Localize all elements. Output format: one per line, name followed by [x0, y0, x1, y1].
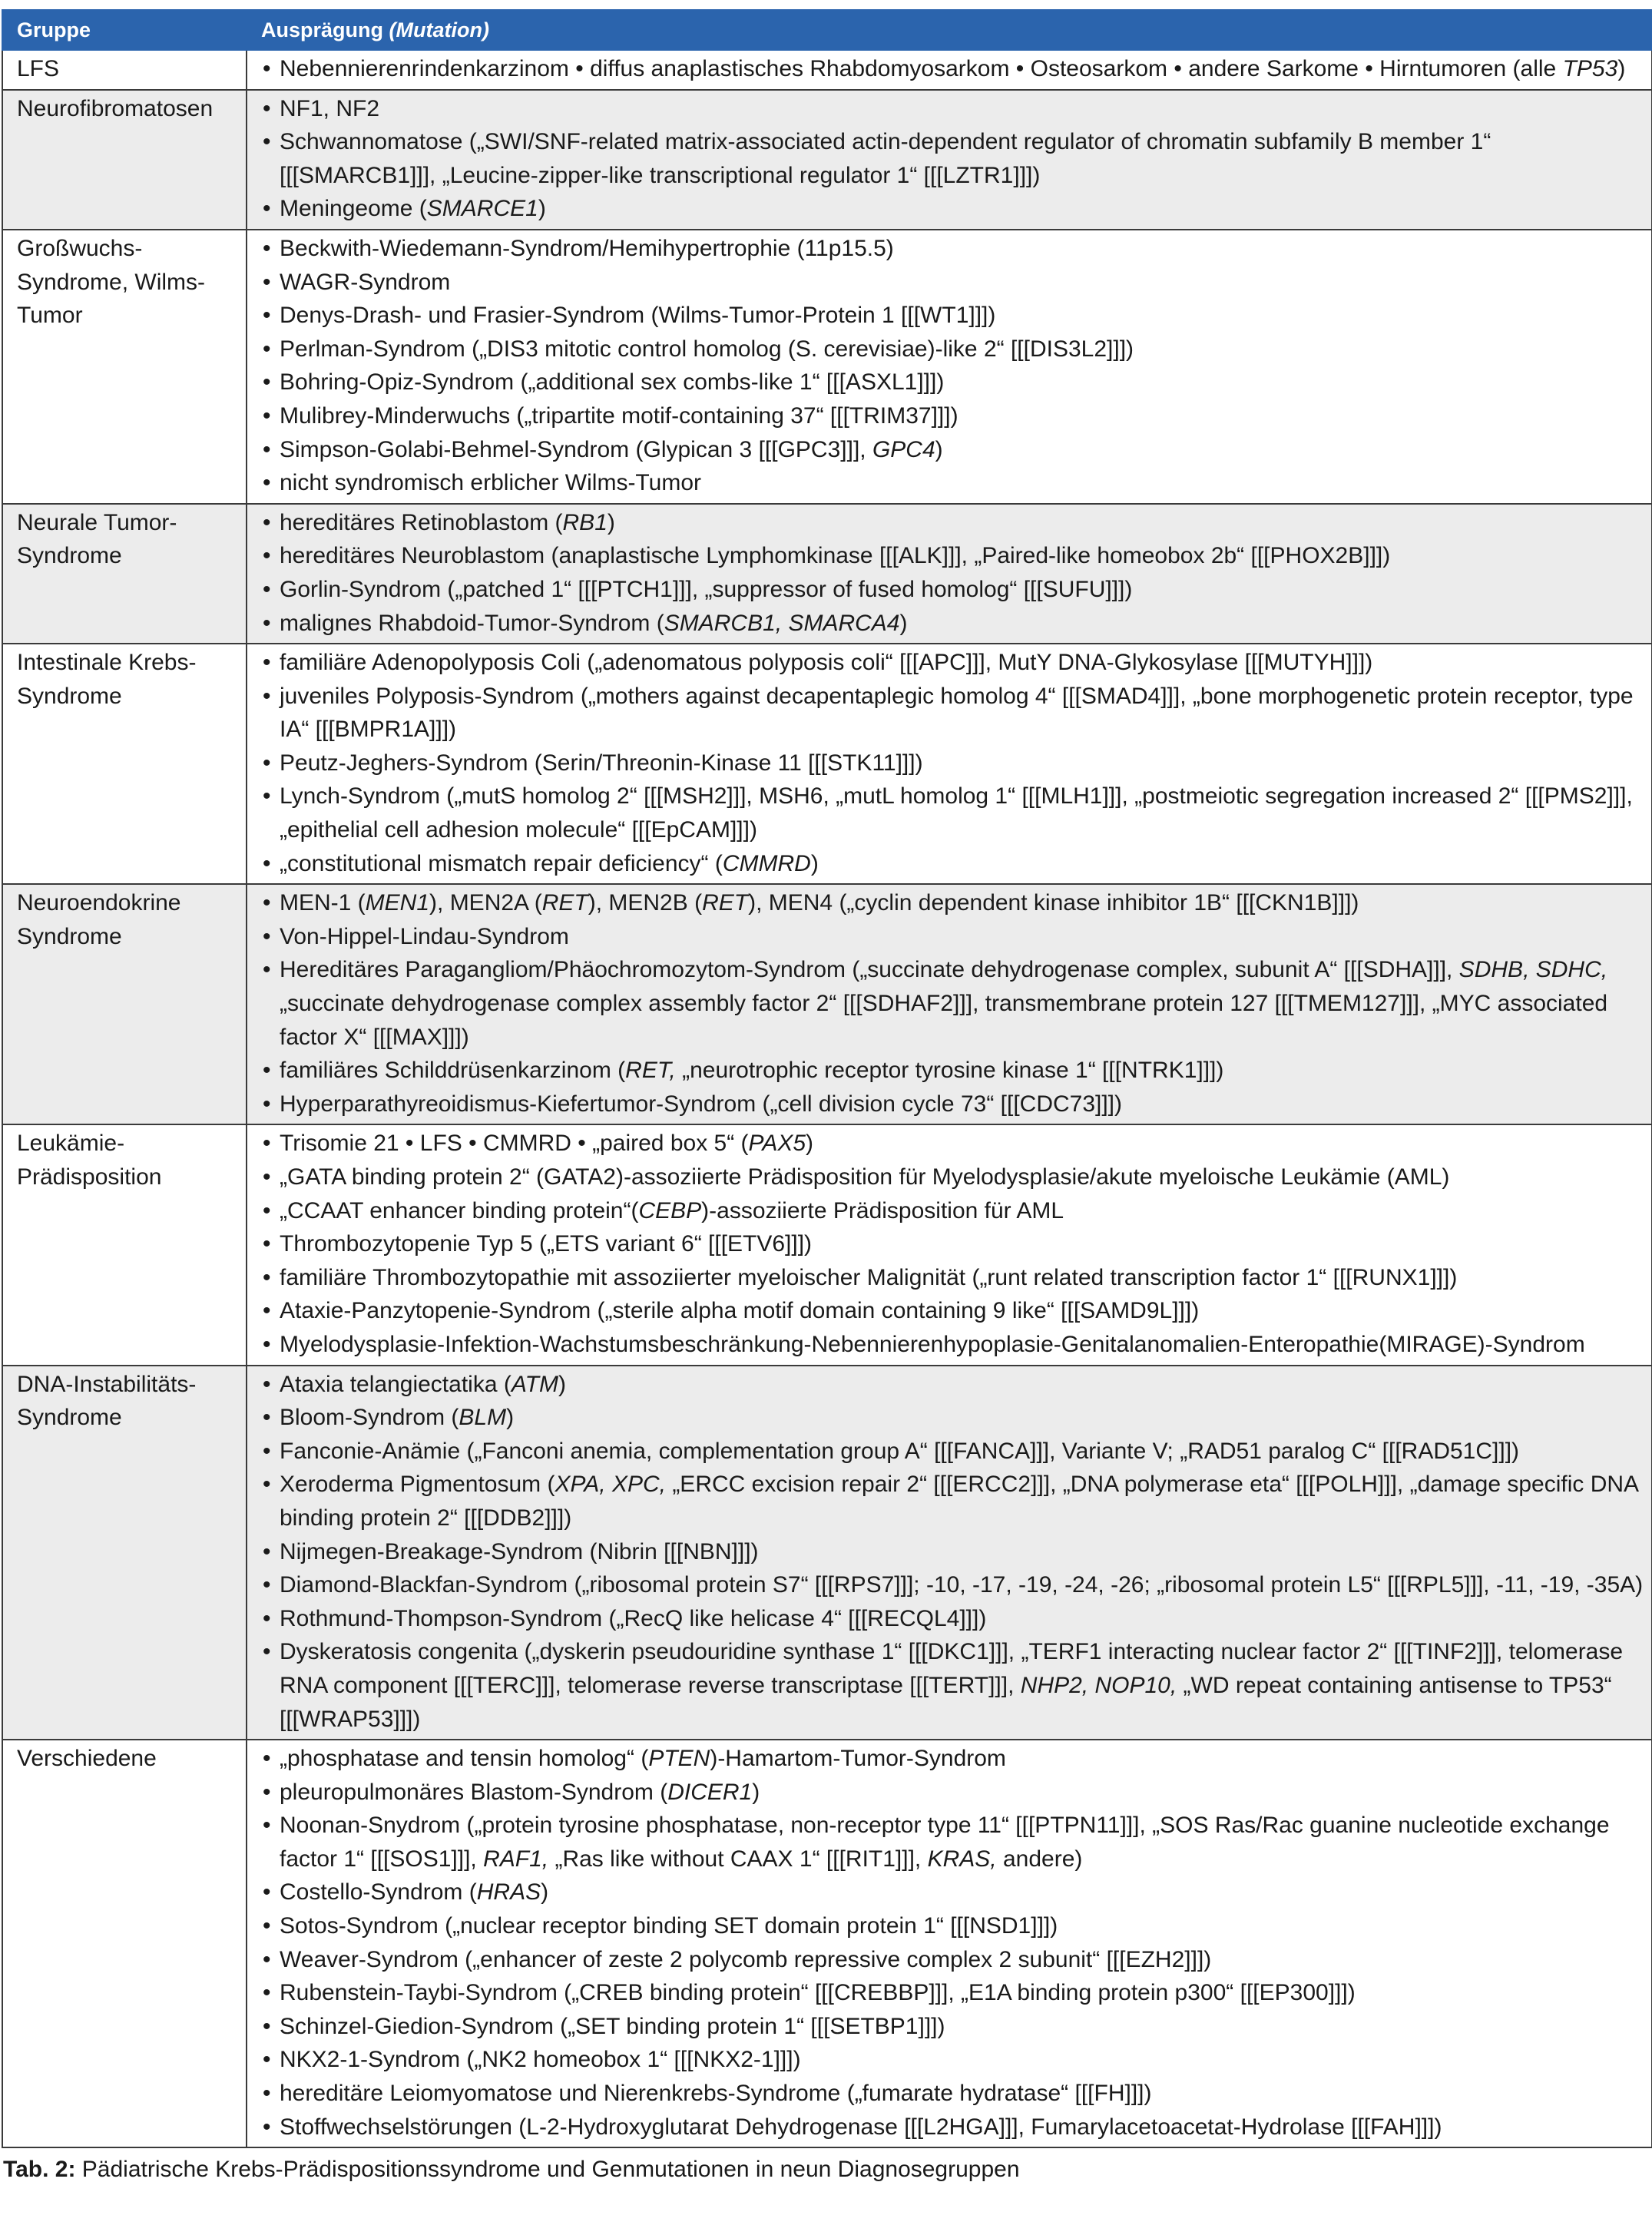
list-item: • Mulibrey-Minderwuchs („tripartite motif-containing 37“ [[[TRIM37]]]): [261, 399, 1644, 433]
list-item: • hereditäre Leiomyomatose und Nierenkrebs-Syndrome („fumarate hydratase“ [[[FH]]]): [261, 2077, 1644, 2111]
list-item: • WAGR-Syndrom: [261, 266, 1644, 300]
list-item: • familiäres Schilddrüsenkarzinom (RET, „neurotrophic receptor tyrosine kinase 1“ [[[NTRK1]]]): [261, 1054, 1644, 1088]
items-cell: [247, 1740, 1652, 2147]
list-item: • Von-Hippel-Lindau-Syndrom: [261, 920, 1644, 954]
list-item: • Weaver-Syndrom („enhancer of zeste 2 polycomb repressive complex 2 subunit“ [[[EZH2]]]): [261, 1943, 1644, 1977]
item-list: [261, 92, 1644, 226]
item-list: [261, 232, 1644, 500]
list-item: • Ataxie-Panzytopenie-Syndrom („sterile alpha motif domain containing 9 like“ [[[SAMD9L]]]): [261, 1294, 1644, 1328]
item-list: [261, 506, 1644, 640]
list-item: • „constitutional mismatch repair deficiency“ (CMMRD): [261, 847, 1644, 881]
gene-symbol: KRAS,: [927, 1846, 997, 1872]
item-list: [261, 1127, 1644, 1361]
gene-symbol: RB1: [562, 509, 607, 535]
items-cell: [247, 50, 1652, 90]
table-row: [2, 644, 1652, 884]
list-item: • „GATA binding protein 2“ (GATA2)-assoziierte Prädisposition für Myelodysplasie/akute myeloische Leukämie (AML): [261, 1161, 1644, 1194]
item-list: [261, 52, 1644, 86]
list-item: • nicht syndromisch erblicher Wilms-Tumor: [261, 466, 1644, 500]
group-cell: LFS: [2, 50, 247, 90]
list-item: • Bloom-Syndrom (BLM): [261, 1401, 1644, 1435]
list-item: • Beckwith-Wiedemann-Syndrom/Hemihypertrophie (11p15.5): [261, 232, 1644, 266]
gene-symbol: SMARCE1: [426, 196, 538, 222]
gene-symbol: RAF1,: [483, 1846, 549, 1872]
list-item: • hereditäres Retinoblastom (RB1): [261, 506, 1644, 540]
table-row: [2, 884, 1652, 1124]
gene-symbol: CMMRD: [722, 850, 811, 876]
list-item: • „phosphatase and tensin homolog“ (PTEN)-Hamartom-Tumor-Syndrom: [261, 1742, 1644, 1776]
header-gruppe: Gruppe: [2, 10, 247, 50]
list-item: • Denys-Drash- und Frasier-Syndrom (Wilms-Tumor-Protein 1 [[[WT1]]]): [261, 299, 1644, 333]
group-cell: Neurofibromatosen: [2, 90, 247, 230]
group-cell: Neurale Tumor-Syndrome: [2, 504, 247, 644]
item-list: [261, 1742, 1644, 2144]
items-cell: [247, 884, 1652, 1124]
gene-symbol: RET: [541, 890, 588, 916]
list-item: • Schwannomatose („SWI/SNF-related matrix-associated actin-dependent regulator of chromatin subfamily B member 1“ [[[SMARCB1]]], „Leucine-zipper-like transcriptional regulator 1“ [[[LZTR1]]]): [261, 125, 1644, 192]
list-item: • „CCAAT enhancer binding protein“(CEBP)-assoziierte Prädisposition für AML: [261, 1194, 1644, 1228]
gene-symbol: SMARCB1, SMARCA4: [664, 610, 900, 636]
items-cell: [247, 230, 1652, 504]
group-cell: Leukämie-Prädisposition: [2, 1124, 247, 1365]
list-item: • malignes Rhabdoid-Tumor-Syndrom (SMARCB1, SMARCA4): [261, 607, 1644, 641]
items-cell: [247, 504, 1652, 644]
items-cell: [247, 1124, 1652, 1365]
list-item: • NKX2-1-Syndrom („NK2 homeobox 1“ [[[NKX2-1]]]): [261, 2043, 1644, 2077]
table-row: [2, 50, 1652, 90]
gene-symbol: RET: [702, 890, 749, 916]
list-item: • Schinzel-Giedion-Syndrom („SET binding protein 1“ [[[SETBP1]]]): [261, 2010, 1644, 2044]
list-item: • MEN-1 (MEN1), MEN2A (RET), MEN2B (RET), MEN4 („cyclin dependent kinase inhibitor 1B“ [[[CKN1B]]]): [261, 886, 1644, 920]
gene-symbol: MEN1: [365, 890, 430, 916]
table-header-row: [2, 10, 1652, 50]
list-item: • Hyperparathyreoidismus-Kiefertumor-Syndrom („cell division cycle 73“ [[[CDC73]]]): [261, 1088, 1644, 1121]
caption-text: Pädiatrische Krebs-Prädispositionssyndrome und Genmutationen in neun Diagnosegruppen: [75, 2157, 1020, 2183]
list-item: • Simpson-Golabi-Behmel-Syndrom (Glypican 3 [[[GPC3]]], GPC4): [261, 433, 1644, 467]
table-row: [2, 1366, 1652, 1740]
gene-symbol: PAX5: [748, 1131, 806, 1157]
list-item: • pleuropulmonäres Blastom-Syndrom (DICER1): [261, 1776, 1644, 1810]
table-row: [2, 504, 1652, 644]
list-item: • Trisomie 21 • LFS • CMMRD • „paired box 5“ (PAX5): [261, 1127, 1644, 1161]
list-item: • Ataxia telangiectatika (ATM): [261, 1368, 1644, 1402]
list-item: • juveniles Polyposis-Syndrom („mothers against decapentaplegic homolog 4“ [[[SMAD4]]], „bone morphogenetic protein receptor, type IA“ [[[BMPR1A]]]): [261, 680, 1644, 747]
list-item: • Lynch-Syndrom („mutS homolog 2“ [[[MSH2]]], MSH6, „mutL homolog 1“ [[[MLH1]]], „postmeiotic segregation increased 2“ [[[PMS2]]], „epithelial cell adhesion molecule“ [[[EpCAM]]]): [261, 780, 1644, 846]
list-item: • Nebennierenrindenkarzinom • diffus anaplastisches Rhabdomyosarkom • Osteosarkom • andere Sarkome • Hirntumoren (alle TP53): [261, 52, 1644, 86]
list-item: • Gorlin-Syndrom („patched 1“ [[[PTCH1]]], „suppressor of fused homolog“ [[[SUFU]]]): [261, 573, 1644, 607]
item-list: [261, 886, 1644, 1121]
items-cell: [247, 644, 1652, 884]
items-cell: [247, 90, 1652, 230]
list-item: • Diamond-Blackfan-Syndrom („ribosomal protein S7“ [[[RPS7]]]; -10, -17, -19, -24, -26; „ribosomal protein L5“ [[[RPL5]]], -11, -19, -35A): [261, 1568, 1644, 1602]
header-auspraegung: [247, 10, 1652, 50]
syndrome-table: [2, 9, 1652, 2148]
gene-symbol: PTEN: [648, 1746, 710, 1772]
group-cell: Verschiedene: [2, 1740, 247, 2147]
gene-symbol: HRAS: [476, 1879, 541, 1906]
gene-symbol: ATM: [511, 1371, 558, 1397]
list-item: • Sotos-Syndrom („nuclear receptor binding SET domain protein 1“ [[[NSD1]]]): [261, 1909, 1644, 1943]
gene-symbol: DICER1: [667, 1779, 753, 1805]
list-item: • familiäre Thrombozytopathie mit assoziierter myeloischer Malignität („runt related transcription factor 1“ [[[RUNX1]]]): [261, 1261, 1644, 1295]
list-item: • Costello-Syndrom (HRAS): [261, 1876, 1644, 1909]
list-item: • Meningeome (SMARCE1): [261, 192, 1644, 226]
table-row: [2, 90, 1652, 230]
list-item: • Rothmund-Thompson-Syndrom („RecQ like helicase 4“ [[[RECQL4]]]): [261, 1602, 1644, 1636]
item-list: [261, 646, 1644, 880]
header-auspraegung-text: Ausprägung: [261, 18, 389, 41]
caption-label: Tab. 2:: [3, 2157, 76, 2183]
gene-symbol: XPA, XPC,: [555, 1472, 666, 1498]
list-item: • Noonan-Snydrom („protein tyrosine phosphatase, non-receptor type 11“ [[[PTPN11]]], „SOS Ras/Rac guanine nucleotide exchange factor 1“ [[[SOS1]]], RAF1, „Ras like without CAAX 1“ [[[RIT1]]], KRAS, andere): [261, 1809, 1644, 1876]
items-cell: [247, 1366, 1652, 1740]
gene-symbol: NHP2, NOP10,: [1020, 1672, 1177, 1698]
list-item: • Bohring-Opiz-Syndrom („additional sex combs-like 1“ [[[ASXL1]]]): [261, 366, 1644, 399]
list-item: • Thrombozytopenie Typ 5 („ETS variant 6“ [[[ETV6]]]): [261, 1227, 1644, 1261]
group-cell: Intestinale Krebs-Syndrome: [2, 644, 247, 884]
list-item: • Xeroderma Pigmentosum (XPA, XPC, „ERCC excision repair 2“ [[[ERCC2]]], „DNA polymerase eta“ [[[POLH]]], „damage specific DNA binding protein 2“ [[[DDB2]]]): [261, 1468, 1644, 1535]
table-caption: [2, 2154, 1652, 2185]
list-item: • hereditäres Neuroblastom (anaplastische Lymphomkinase [[[ALK]]], „Paired-like homeobox 2b“ [[[PHOX2B]]]): [261, 539, 1644, 573]
gene-symbol: TP53: [1562, 56, 1618, 81]
gene-symbol: RET,: [625, 1058, 676, 1084]
group-cell: Großwuchs-Syndrome, Wilms-Tumor: [2, 230, 247, 504]
list-item: • Perlman-Syndrom („DIS3 mitotic control homolog (S. cerevisiae)-like 2“ [[[DIS3L2]]]): [261, 333, 1644, 366]
list-item: • NF1, NF2: [261, 92, 1644, 126]
list-item: • Nijmegen-Breakage-Syndrom (Nibrin [[[NBN]]]): [261, 1535, 1644, 1569]
gene-symbol: SDHB, SDHC,: [1458, 957, 1608, 983]
list-item: • Fanconie-Anämie („Fanconi anemia, complementation group A“ [[[FANCA]]], Variante V; „RAD51 paralog C“ [[[RAD51C]]]): [261, 1435, 1644, 1468]
table-body: [2, 50, 1652, 2147]
list-item: • Hereditäres Paragangliom/Phäochromozytom-Syndrom („succinate dehydrogenase complex, subunit A“ [[[SDHA]]], SDHB, SDHC, „succinate dehydrogenase complex assembly factor 2“ [[[SDHAF2]]], transmembrane protein 127 [[[TMEM127]]], „MYC associated factor X“ [[[MAX]]]): [261, 953, 1644, 1054]
group-cell: DNA-Instabilitäts-Syndrome: [2, 1366, 247, 1740]
header-mutation-text: (Mutation): [389, 18, 489, 41]
list-item: • Rubenstein-Taybi-Syndrom („CREB binding protein“ [[[CREBBP]]], „E1A binding protein p300“ [[[EP300]]]): [261, 1976, 1644, 2010]
list-item: • Stoffwechselstörungen (L-2-Hydroxyglutarat Dehydrogenase [[[L2HGA]]], Fumarylacetoacetat-Hydrolase [[[FAH]]]): [261, 2111, 1644, 2144]
table-row: [2, 230, 1652, 504]
list-item: • Peutz-Jeghers-Syndrom (Serin/Threonin-Kinase 11 [[[STK11]]]): [261, 747, 1644, 780]
gene-symbol: BLM: [459, 1405, 507, 1431]
list-item: • familiäre Adenopolyposis Coli („adenomatous polyposis coli“ [[[APC]]], MutY DNA-Glykosylase [[[MUTYH]]]): [261, 646, 1644, 680]
table-row: [2, 1740, 1652, 2147]
table-row: [2, 1124, 1652, 1365]
list-item: • Dyskeratosis congenita („dyskerin pseudouridine synthase 1“ [[[DKC1]]], „TERF1 interacting nuclear factor 2“ [[[TINF2]]], telomerase RNA component [[[TERC]]], telomerase reverse transcriptase [[[TERT]]], NHP2, NOP10, „WD repeat containing antisense to TP53“ [[[WRAP53]]]): [261, 1635, 1644, 1736]
gene-symbol: CEBP: [638, 1197, 702, 1223]
gene-symbol: GPC4: [872, 436, 935, 462]
group-cell: Neuroendokrine Syndrome: [2, 884, 247, 1124]
item-list: [261, 1368, 1644, 1737]
list-item: • Myelodysplasie-Infektion-Wachstumsbeschränkung-Nebennierenhypoplasie-Genitalanomalien-Enteropathie(MIRAGE)-Syndrom: [261, 1328, 1644, 1362]
